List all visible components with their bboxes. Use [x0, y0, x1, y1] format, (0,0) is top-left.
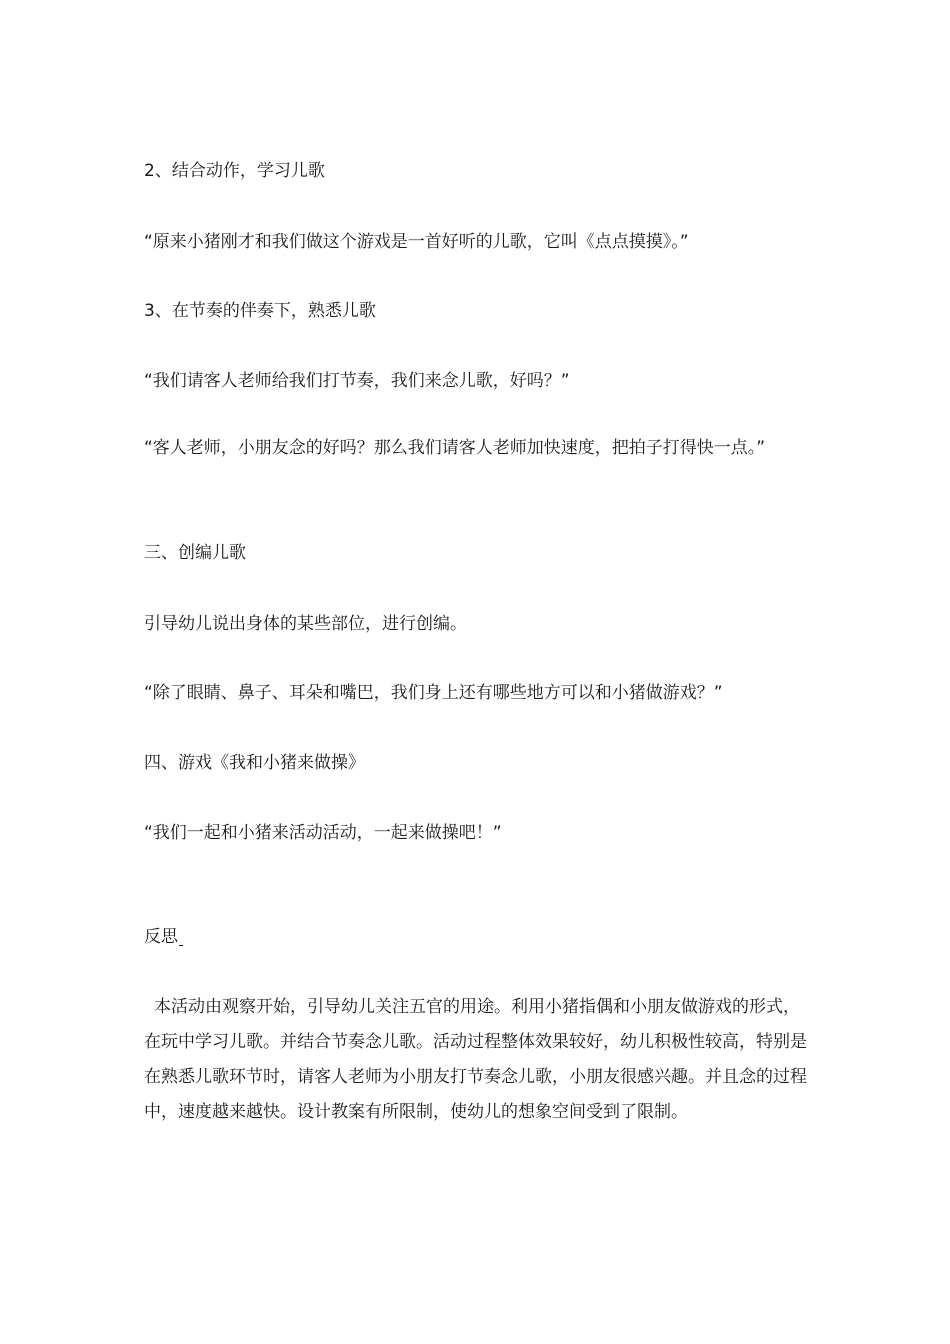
- text-cursor: [179, 945, 183, 946]
- reflection-paragraph: [144, 990, 810, 1130]
- step2-heading: 2、结合动作，学习儿歌: [144, 161, 325, 181]
- reflection-text: 本活动由观察开始，引导幼儿关注五官的用途。利用小猪指偶和小朋友做游戏的形式，在玩中学习儿歌。并结合节奏念儿歌。活动过程整体效果较好，幼儿积极性较高，特别是在熟悉儿歌环节时，请客人老师为小朋友打节奏念儿歌，小朋友很感兴趣。并且念的过程中，速度越来越快。设计教案有所限制，使幼儿的想象空间受到了限制。: [144, 997, 807, 1122]
- step2-quote: “原来小猪刚才和我们做这个游戏是一首好听的儿歌，它叫《点点摸摸》。”: [144, 232, 689, 252]
- step3-quote-2-text: “客人老师，小朋友念的好吗？那么我们请客人老师加快速度，把拍子打得快一点。”: [144, 438, 766, 458]
- section3-quote: “除了眼睛、鼻子、耳朵和嘴巴，我们身上还有哪些地方可以和小猪做游戏？”: [144, 683, 723, 703]
- step3-quote-2: [144, 432, 810, 464]
- reflection-heading: [144, 926, 814, 948]
- section4-quote: “我们一起和小猪来活动活动，一起来做操吧！”: [144, 823, 502, 843]
- section4-heading: 四、游戏《我和小猪来做操》: [144, 753, 365, 773]
- section3-text: 引导幼儿说出身体的某些部位，进行创编。: [144, 614, 467, 634]
- step3-heading: 3、在节奏的伴奏下，熟悉儿歌: [144, 301, 376, 321]
- reflection-heading-text: 反思: [144, 927, 178, 947]
- section3-heading: 三、创编儿歌: [144, 543, 246, 563]
- step3-quote-1: “我们请客人老师给我们打节奏，我们来念儿歌，好吗？”: [144, 371, 570, 391]
